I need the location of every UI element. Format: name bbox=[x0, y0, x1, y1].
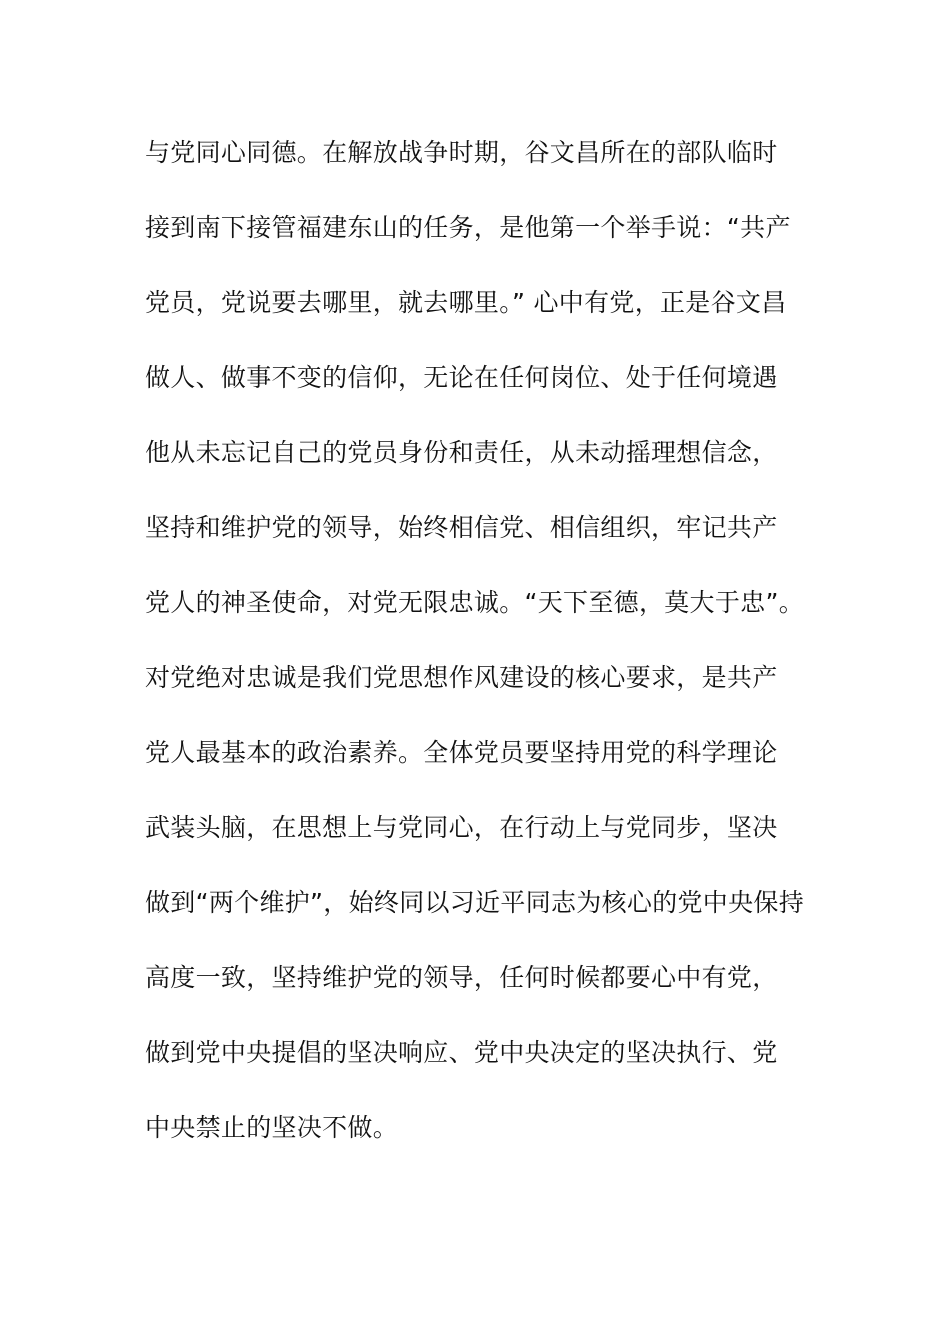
text-line: 党员，党说要去哪里，就去哪里。” 心中有党，正是谷文昌 bbox=[145, 288, 787, 317]
text-line: 接到南下接管福建东山的任务，是他第一个举手说：“共产 bbox=[145, 213, 791, 242]
text-line: 武装头脑，在思想上与党同心，在行动上与党同步，坚决 bbox=[145, 813, 778, 842]
text-line: 党人的神圣使命，对党无限忠诚。“天下至德，莫大于忠”。 bbox=[145, 588, 805, 617]
text-line: 中央禁止的坚决不做。 bbox=[145, 1113, 399, 1142]
text-line: 党人最基本的政治素养。全体党员要坚持用党的科学理论 bbox=[145, 738, 778, 767]
text-line: 做到“两个维护”，始终同以习近平同志为核心的党中央保持 bbox=[145, 888, 805, 917]
body-paragraph bbox=[145, 128, 815, 1178]
text-line: 与党同心同德。在解放战争时期，谷文昌所在的部队临时 bbox=[145, 138, 778, 167]
text-line: 高度一致，坚持维护党的领导，任何时候都要心中有党， bbox=[145, 963, 778, 992]
text-line: 对党绝对忠诚是我们党思想作风建设的核心要求，是共产 bbox=[145, 663, 778, 692]
text-line: 做到党中央提倡的坚决响应、党中央决定的坚决执行、党 bbox=[145, 1038, 778, 1067]
text-line: 他从未忘记自己的党员身份和责任，从未动摇理想信念， bbox=[145, 438, 778, 467]
text-line: 坚持和维护党的领导，始终相信党、相信组织，牢记共产 bbox=[145, 513, 778, 542]
text-line: 做人、做事不变的信仰，无论在任何岗位、处于任何境遇 bbox=[145, 363, 778, 392]
